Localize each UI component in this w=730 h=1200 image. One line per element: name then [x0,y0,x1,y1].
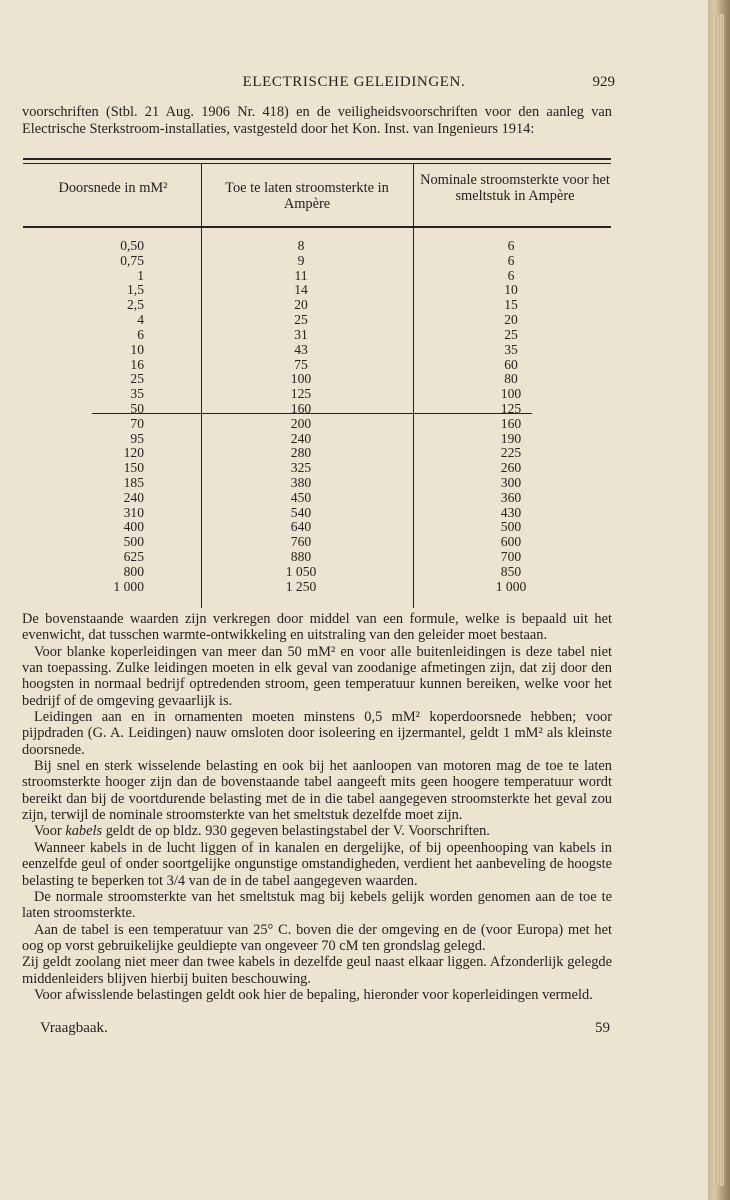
table-top-rule-thin [23,163,611,164]
table-cell: 25 [130,371,144,387]
table-cell: 760 [290,534,312,550]
table-header-rule [23,226,611,228]
paragraph: Bij snel en sterk wisselende belasting en ook bij het aanloopen van motoren mag de toe te laten stroomsterkte hooger zijn dan de bovenstaande tabel aangeeft mits geen hoogere temperatuur wordt bereikt dan bij de voortdurende belasting met de in die tabel aangegeven stroomsterkte het geval zou zijn, terwijl de nominale stroomsterkte van het smeltstuk dezelfde moet zijn. [22,758,612,824]
table-cell: 225 [500,445,522,461]
table-top-rule-thick [23,158,611,160]
paragraph: Leidingen aan en in ornamenten moeten minstens 0,5 mM² koperdoorsnede hebben; voor pijpdraden (G. A. Leidingen) nauw omsloten door isoleering en ijzermantel, geldt 1 mM² als kleinste doorsnede. [22,709,612,758]
kabels-before: Voor [34,823,66,840]
table-cell: 160 [290,400,312,416]
column-header-nominaal: Nominale stroomsterkte voor het smeltstuk in Ampère [420,172,610,204]
table-cell: 6 [507,252,515,268]
table-cell: 280 [290,445,312,461]
table-column-divider-2 [413,164,414,608]
column-doorsnede [60,239,144,595]
table-cell: 450 [290,489,312,505]
table-cell: 95 [130,430,144,446]
table-cell: 430 [500,504,522,520]
table-cell: 10 [130,341,144,357]
table-cell: 850 [500,563,522,579]
table-cell: 15 [504,297,518,313]
table-cell: 9 [297,252,305,268]
table-cell: 125 [290,386,312,402]
table-cell: 260 [500,460,522,476]
footer-signature: Vraagbaak. [40,1020,108,1036]
table-cell: 500 [500,519,522,535]
table-cell: 185 [123,475,144,490]
table-cell: 640 [290,519,312,535]
column-header-toelaatbaar: Toe te laten stroomsterkte in Ampère [225,180,389,212]
table-cell: 1 050 [285,563,317,579]
table-cell: 300 [500,475,522,490]
table-cell: 200 [290,415,312,431]
paragraph: Voor afwisslende belastingen geldt ook hier de bepaling, hieronder voor koperleidingen vermeld. [34,986,593,1003]
table-cell: 600 [500,534,522,550]
body-text [22,611,612,1003]
kabels-emphasis: kabels [65,823,103,840]
table-cell: 75 [294,356,308,372]
table-cell: 190 [500,430,522,446]
table-cell: 540 [290,504,312,520]
table-cell: 400 [123,519,144,535]
column-nominaal [480,239,542,595]
table-cell: 100 [290,371,312,387]
table-cell: 4 [137,312,144,328]
table-cell: 160 [500,415,522,431]
table-cell: 25 [504,326,518,342]
paragraph: De normale stroomsterkte van het smeltstuk mag bij kebels gelijk worden genomen aan de toe te laten stroomsterkte. [22,888,612,922]
table-cell: 1 250 [285,578,317,594]
table-cell: 1 000 [113,578,144,594]
table-cell: 10 [504,282,518,298]
table-cell: 1,5 [127,282,144,298]
table-cell: 50 [130,400,144,416]
table-cell: 16 [130,356,144,372]
table-cell: 120 [123,445,144,461]
paragraph: De bovenstaande waarden zijn verkregen door middel van een formule, welke is bepaald uit het evenwicht, dat tusschen warmte-ontwikkeling en uitstraling van den geleider moet bestaan. [22,611,612,644]
paragraph: Wanneer kabels in de lucht liggen of in kanalen en dergelijke, of bij opeenhooping van kabels in eenzelfde geul of onder soortgelijke ongunstige omstandigheden, verdient het aanbeveling de hoogste belasting te beperken tot 3/4 van de in de tabel aangegeven waarden. [22,839,612,889]
column-header-doorsnede: Doorsnede in mM² [58,180,168,196]
table-cell: 1 [137,267,144,283]
intro-paragraph: voorschriften (Stbl. 21 Aug. 1906 Nr. 418) en de veiligheidsvoorschriften voor den aanleg van Electrische Sterkstroom-installaties, vastgesteld door het Kon. Inst. van Ingenieurs 1914: [22,104,612,137]
table-cell: 310 [123,504,144,520]
table-cell: 360 [500,489,522,505]
table-cell: 60 [504,356,518,372]
table-cell: 150 [123,460,144,476]
book-edge [708,0,730,1200]
table-cell: 6 [507,267,515,283]
table-cell: 2,5 [127,297,144,313]
table-cell: 325 [290,460,312,476]
table-cell: 1 000 [495,578,527,594]
table-cell: 240 [290,430,312,446]
table-cell: 70 [130,415,144,431]
table-cell: 380 [290,475,312,490]
table-cell: 240 [123,489,144,505]
table-cell: 880 [290,549,312,565]
paragraph: Zij geldt zoolang niet meer dan twee kabels in dezelfde geul naast elkaar liggen. Afzonderlijk gelegde middenleiders blijven hierbij buiten beschouwing. [22,954,612,987]
table-cell: 43 [294,341,308,357]
table-cell: 800 [123,563,144,579]
table-cell: 80 [504,371,518,387]
table-cell: 25 [294,312,308,328]
table-cell: 14 [294,282,308,298]
table-cell: 0,75 [120,252,144,268]
table-cell: 625 [123,549,144,565]
paragraph: Aan de tabel is een temperatuur van 25° C. boven die der omgeving en de (voor Europa) met het oog op vorst gebruikelijke geuldiepte van ongeveer 70 cM ten grondslag gelegd. [22,921,612,954]
table-cell: 6 [507,238,515,253]
table-cell: 31 [294,326,308,342]
table-cell: 20 [504,312,518,328]
table-cell: 100 [500,386,522,402]
page-number: 929 [592,74,615,90]
footer-sheet-number: 59 [595,1020,610,1036]
paragraph: Voor blanke koperleidingen van meer dan 50 mM² en voor alle buitenleidingen is deze tabel niet van toepassing. Zulke leidingen moeten in elk geval van zoodanige afmetingen zijn, dat zij door den hoogsten in normaal bedrijf optredenden stroom, geen temperatuur kunnen bereiken, welke voor het bedrijf of de omgeving gevaarlijk is. [22,643,612,709]
kabels-after: geldt de op bldz. 930 gegeven belastingstabel der V. Voorschriften. [102,823,490,840]
table-cell: 11 [294,267,308,283]
table-column-divider-1 [201,164,202,608]
column-toelaatbaar [270,239,332,595]
table-cell: 35 [130,386,144,402]
paragraph-kabels [22,823,612,839]
running-header: ELECTRISCHE GELEIDINGEN. [242,74,466,90]
table-cell: 700 [500,549,522,565]
table-cell: 125 [500,400,522,416]
table-cell: 35 [504,341,518,357]
table-cell: 20 [294,297,308,313]
table-cell: 8 [297,238,305,253]
table-cell: 500 [123,534,144,550]
table-cell: 0,50 [120,238,144,253]
table-cell: 6 [137,326,144,342]
